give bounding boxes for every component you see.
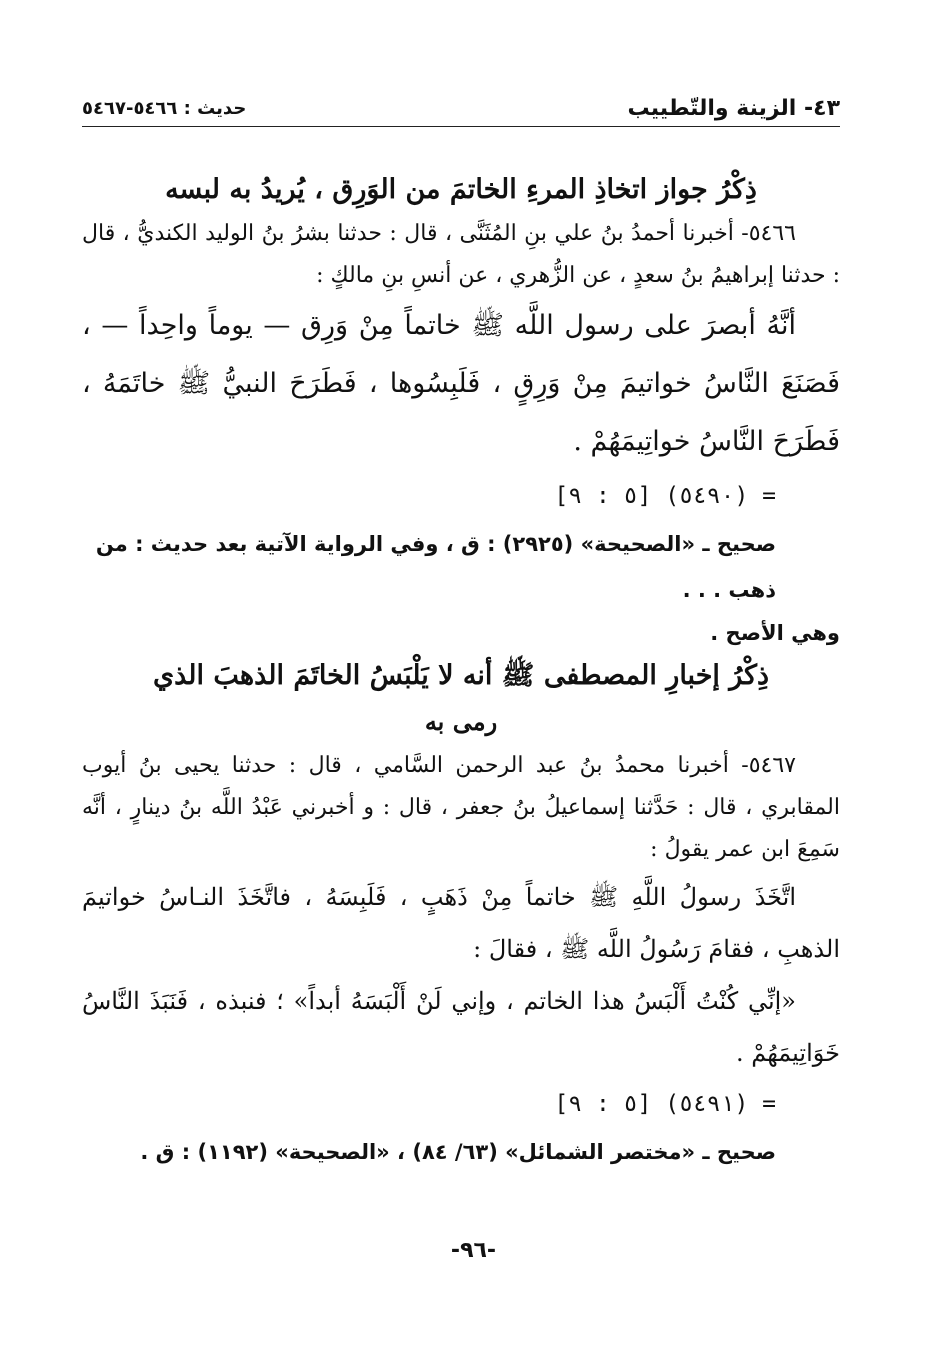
section-heading-continued: رمى به [424, 707, 498, 736]
grading-note: صحيح ـ «مختصر الشمائل» (٦٣/ ٨٤) ، «الصحيحة» (١١٩٢) : ق . [140, 1140, 776, 1164]
hadith-5467 [82, 653, 840, 1175]
grading-note-continued: وهي الأصح . [710, 621, 840, 645]
chapter-title: ٤٣- الزينة والتّطييب [627, 96, 840, 121]
page-number: -٩٦- [450, 1238, 497, 1263]
running-header [82, 90, 840, 127]
hadith-5466 [82, 167, 840, 653]
book-page [82, 90, 840, 1175]
hadith-range: حديث : ٥٤٦٦-٥٤٦٧ [82, 98, 247, 119]
isnad-text: ٥٤٦٦- أخبرنا أحمدُ بنُ علي بنِ المُثَنَّى ، قال : حدثنا بشرُ بنُ الوليد الكنديُّ ، قال : حدثنا إبراهيمُ بنُ سعدٍ ، عن الزُّهري ، عن أنسِ بنِ مالكٍ : [82, 221, 840, 288]
section-heading: ذِكْرُ جواز اتخاذِ المرءِ الخاتمَ من الوَرِق ، يُريدُ به لبسه [165, 174, 757, 205]
matn-text: اتَّخَذَ رسولُ اللَّهِ ﷺ خاتماً مِنْ ذَهَبٍ ، فَلَبِسَهُ ، فاتَّخَذَ النـاسُ خواتيمَ الذهبِ ، فقامَ رَسُولُ اللَّه ﷺ ، فقالَ : [82, 883, 840, 963]
grading-note: صحيح ـ «الصحيحة» (٢٩٢٥) : ق ، وفي الرواية الآتية بعد حديث : من ذهب . . . [95, 532, 776, 602]
isnad-text: ٥٤٦٧- أخبرنا محمدُ بنُ عبد الرحمن السَّامي ، قال : حدثنا يحيى بنُ أيوب المقابري ، قال : حَدَّثنا إسماعيلُ بنُ جعفر ، قال : و أخبرني عَبْدُ اللَّه بنُ دينارٍ ، أنَّه سَمِعَ ابن عمر يقولُ : [82, 753, 840, 862]
cross-reference: = (٥٤٩١) [٥ : ٩] [554, 1091, 776, 1117]
matn-text: أنَّهُ أبصرَ على رسول اللَّه ﷺ خاتماً مِنْ وَرِق — يوماً واحِداً — ، فَصَنَعَ النَّاسُ خواتيمَ مِنْ وَرِقٍ ، فَلَبِسُوها ، فَطَرَحَ النبيُّ ﷺ خاتَمَهُ ، فَطَرَحَ النَّاسُ خواتِيمَهُمْ . [82, 310, 840, 457]
cross-reference: = (٥٤٩٠) [٥ : ٩] [554, 483, 776, 509]
section-heading: ذِكْرُ إخبارِ المصطفى ﷺ أنه لا يَلْبَسُ الخاتَمَ الذهبَ الذي [152, 660, 770, 691]
matn-quote: «إنِّي كُنْتُ أَلْبَسُ هذا الخاتم ، وإني لَنْ أَلْبَسَهُ أبداً» ؛ فنبذه ، فَنَبَذَ النَّاسُ خَوَاتِيمَهُمْ . [82, 987, 840, 1067]
